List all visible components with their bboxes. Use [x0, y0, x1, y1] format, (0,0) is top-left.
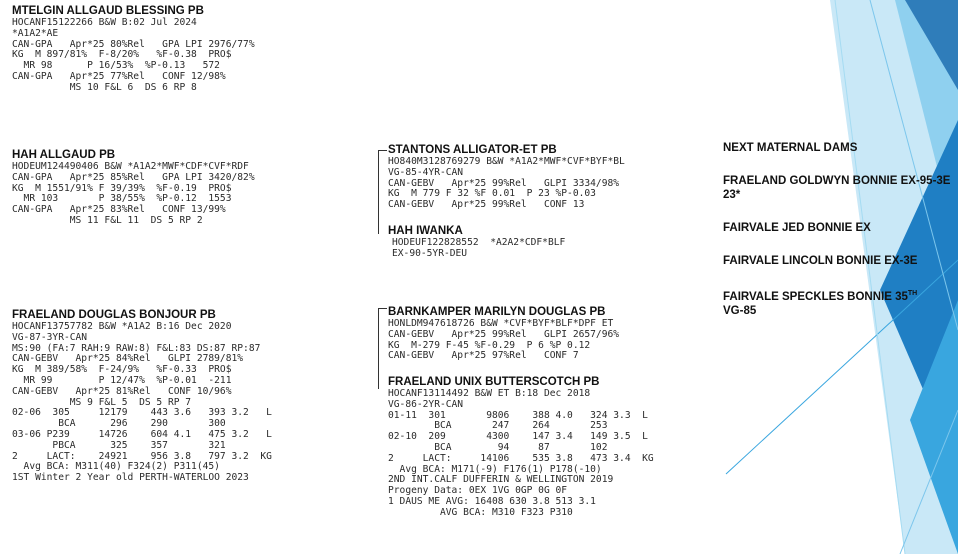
maternal-granddam-line: 01-11 301 9806 388 4.0 324 3.3 L [388, 409, 648, 421]
maternal-dam-item-last [723, 287, 955, 318]
dam-line: 03-06 P239 14726 604 4.1 475 3.2 L [12, 428, 272, 440]
paternal-grandsire-line: HODEUM124490406 B&W *A1A2*MWF*CDF*CVF*RDF [12, 161, 249, 172]
maternal-granddam-line: AVG BCA: M310 F323 P310 [388, 506, 573, 518]
maternal-dam-last-tail: VG-85 [723, 304, 757, 317]
dam-name: FRAELAND DOUGLAS BONJOUR PB [12, 309, 216, 321]
paternal-grandsire-block [12, 148, 255, 227]
paternal-grandsire-line: CAN-GPA Apr*25 85%Rel GPA LPI 3420/82% [12, 171, 255, 183]
sire-line: MR 98 P 16/53% %P-0.13 572 [12, 60, 220, 72]
maternal-granddam-line: Progeny Data: 0EX 1VG 0GP 0G 0F [388, 485, 568, 497]
sire-line: CAN-GPA Apr*25 80%Rel GPA LPI 2976/77% [12, 38, 255, 50]
maternal-granddam-line: BCA 94 87 102 [388, 441, 608, 453]
sire-line: HOCANF15122266 B&W B:02 Jul 2024 [12, 17, 197, 28]
great-grandsire-line: HO840M3128769279 B&W *A1A2*MWF*CVF*BYF*BL [388, 156, 625, 167]
dam-line: MS:90 (FA:7 RAH:9 RAW:8) F&L:83 DS:87 RP:87 [12, 342, 261, 354]
maternal-dam-item: FRAELAND GOLDWYN BONNIE EX-95-3E 23* [723, 175, 951, 201]
maternal-grandsire-line: CAN-GEBV Apr*25 99%Rel GLPI 2657/96% [388, 328, 620, 340]
maternal-dams-heading: NEXT MATERNAL DAMS [723, 142, 858, 154]
great-granddam-name: HAH IWANKA [388, 225, 463, 237]
dam-line: HOCANF13757782 B&W *A1A2 B:16 Dec 2020 [12, 321, 232, 332]
paternal-grandsire-line: CAN-GPA Apr*25 83%Rel CONF 13/99% [12, 204, 226, 216]
paternal-grandsire-line: KG M 1551/91% F 39/39% %F-0.19 PRO$ [12, 182, 232, 194]
dam-line: 2 LACT: 24921 956 3.8 797 3.2 KG [12, 450, 272, 462]
maternal-granddam-block [388, 375, 654, 519]
pedigree-bracket-upper [378, 150, 387, 234]
maternal-granddam-line: HOCANF13114492 B&W ET B:18 Dec 2018 [388, 388, 591, 399]
maternal-dam-item: FAIRVALE LINCOLN BONNIE EX-3E [723, 255, 918, 267]
maternal-grandsire-block [388, 305, 619, 362]
maternal-grandsire-name: BARNKAMPER MARILYN DOUGLAS PB [388, 306, 606, 318]
maternal-dam-last-sup: TH [907, 290, 918, 297]
maternal-grandsire-line: KG M-279 F-45 %F-0.29 P 6 %P 0.12 [388, 339, 591, 351]
great-grandsire-line: CAN-GEBV Apr*25 99%Rel GLPI 3334/98% [388, 177, 620, 189]
great-grandsire-line: VG-85-4YR-CAN [388, 166, 464, 178]
maternal-granddam-line: BCA 247 264 253 [388, 420, 608, 432]
great-granddam-line: EX-90-5YR-DEU [392, 247, 468, 259]
dam-line: KG M 389/58% F-24/9% %F-0.33 PRO$ [12, 364, 232, 376]
paternal-grandsire-line: MR 103 P 38/55% %P-0.12 1553 [12, 193, 232, 205]
sire-line: *A1A2*AE [12, 27, 59, 39]
maternal-granddam-name: FRAELAND UNIX BUTTERSCOTCH PB [388, 376, 600, 388]
sire-name: MTELGIN ALLGAUD BLESSING PB [12, 5, 204, 17]
dam-line: BCA 296 290 300 [12, 418, 226, 430]
sire-line: MS 10 F&L 6 DS 6 RP 8 [12, 81, 197, 93]
maternal-dam-item: FAIRVALE JED BONNIE EX [723, 222, 871, 234]
great-grandsire-name: STANTONS ALLIGATOR-ET PB [388, 144, 557, 156]
maternal-granddam-line: 2 LACT: 14106 535 3.8 473 3.4 KG [388, 452, 654, 464]
great-grandsire-block [388, 143, 625, 211]
great-grandsire-line: KG M 779 F 32 %F 0.01 P 23 %P-0.03 [388, 188, 596, 200]
maternal-dam-last-main: FAIRVALE SPECKLES BONNIE 35 [723, 290, 908, 303]
maternal-grandsire-line: CAN-GEBV Apr*25 97%Rel CONF 7 [388, 350, 579, 362]
great-granddam-block [388, 224, 565, 260]
sire-line: CAN-GPA Apr*25 77%Rel CONF 12/98% [12, 70, 226, 82]
dam-line: CAN-GEBV Apr*25 84%Rel GLPI 2789/81% [12, 353, 244, 365]
dam-line: VG-87-3YR-CAN [12, 331, 88, 343]
maternal-granddam-line: 1 DAUS ME AVG: 16408 630 3.8 513 3.1 [388, 495, 596, 507]
dam-line: MS 9 F&L 5 DS 5 RP 7 [12, 396, 192, 408]
dam-line: Avg BCA: M311(40) F324(2) P311(45) [12, 461, 220, 473]
sire-block [12, 4, 255, 94]
maternal-granddam-line: VG-86-2YR-CAN [388, 398, 464, 410]
dam-line: 1ST Winter 2 Year old PERTH-WATERLOO 2023 [12, 472, 249, 484]
dam-line: 02-06 305 12179 443 3.6 393 3.2 L [12, 407, 272, 419]
pedigree-bracket-lower [378, 308, 387, 389]
great-grandsire-line: CAN-GEBV Apr*25 99%Rel CONF 13 [388, 199, 585, 211]
dam-line: MR 99 P 12/47% %P-0.01 -211 [12, 374, 232, 386]
maternal-grandsire-line: HONLDM947618726 B&W *CVF*BYF*BLF*DPF ET [388, 318, 614, 329]
next-maternal-dams [723, 141, 955, 337]
paternal-grandsire-line: MS 11 F&L 11 DS 5 RP 2 [12, 214, 203, 226]
maternal-granddam-line: 02-10 209 4300 147 3.4 149 3.5 L [388, 431, 648, 443]
maternal-granddam-line: Avg BCA: M171(-9) F176(1) P178(-10) [388, 463, 602, 475]
dam-block [12, 308, 272, 484]
sire-line: KG M 897/81% F-8/20% %F-0.38 PRO$ [12, 49, 232, 61]
dam-line: PBCA 325 357 321 [12, 439, 226, 451]
dam-line: CAN-GEBV Apr*25 81%Rel CONF 10/96% [12, 385, 232, 397]
paternal-grandsire-name: HAH ALLGAUD PB [12, 149, 116, 161]
great-granddam-line: HODEUF122828552 *A2A2*CDF*BLF [392, 237, 566, 248]
maternal-granddam-line: 2ND INT.CALF DUFFERIN & WELLINGTON 2019 [388, 474, 614, 486]
